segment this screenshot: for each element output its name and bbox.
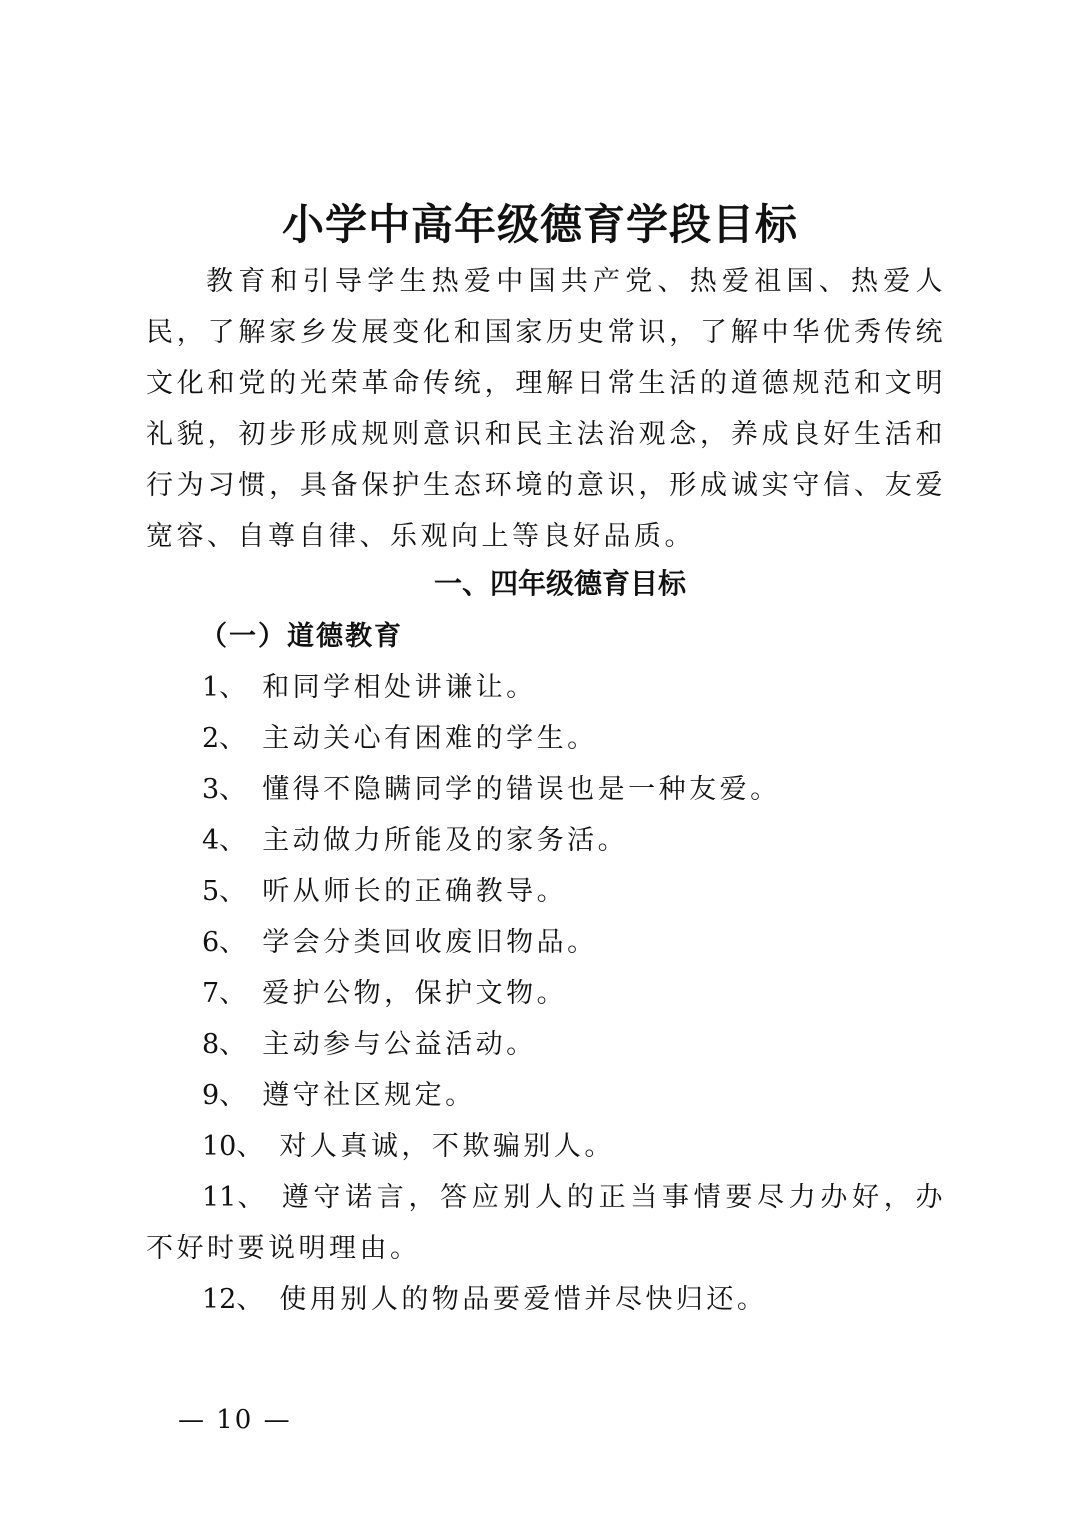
list-item xyxy=(146,866,946,917)
item-number: 7、 xyxy=(202,978,247,1009)
item-text: 主动关心有困难的学生。 xyxy=(262,723,598,754)
item-number: 1、 xyxy=(202,672,247,703)
item-number: 8、 xyxy=(202,1029,247,1060)
item-text: 主动做力所能及的家务活。 xyxy=(262,825,629,856)
item-number: 11、 xyxy=(202,1182,266,1213)
list-item xyxy=(146,1070,946,1121)
item-text: 遵守诺言，答应别人的正当事情要尽力办好，办不好时要说明理由。 xyxy=(146,1182,946,1264)
list-item xyxy=(146,968,946,1019)
item-text: 主动参与公益活动。 xyxy=(262,1029,537,1060)
subsection-heading: （一）道德教育 xyxy=(200,621,403,652)
document-title: 小学中高年级德育学段目标 xyxy=(281,200,798,249)
item-number: 10、 xyxy=(202,1131,264,1162)
item-text: 听从师长的正确教导。 xyxy=(262,876,568,907)
item-text: 爱护公物，保护文物。 xyxy=(262,978,568,1009)
item-text: 对人真诚，不欺骗别人。 xyxy=(279,1131,615,1162)
intro-paragraph: 教育和引导学生热爱中国共产党、热爱祖国、热爱人民，了解家乡发展变化和国家历史常识，了解中华优秀传统文化和党的光荣革命传统，理解日常生活的道德规范和文明礼貌，初步形成规则意识和民主法治观念，养成良好生活和行为习惯，具备保护生态环境的意识，形成诚实守信、友爱宽容、自尊自律、乐观向上等良好品质。 xyxy=(146,266,946,552)
item-number: 5、 xyxy=(202,876,247,907)
item-number: 2、 xyxy=(202,723,247,754)
page-number: — 10 — xyxy=(178,1405,292,1435)
item-text: 遵守社区规定。 xyxy=(262,1080,476,1111)
item-number: 6、 xyxy=(202,927,247,958)
list-item xyxy=(146,917,946,968)
list-item xyxy=(146,1121,946,1172)
item-number: 9、 xyxy=(202,1080,247,1111)
list-item xyxy=(146,1019,946,1070)
list-item xyxy=(146,1274,946,1325)
list-item xyxy=(146,815,946,866)
goal-list xyxy=(146,662,946,1325)
item-text: 学会分类回收废旧物品。 xyxy=(262,927,598,958)
item-number: 4、 xyxy=(202,825,247,856)
item-text: 和同学相处讲谦让。 xyxy=(262,672,537,703)
item-text: 使用别人的物品要爱惜并尽快归还。 xyxy=(279,1284,768,1315)
list-item xyxy=(146,662,946,713)
section-heading: 一、四年级德育目标 xyxy=(433,567,686,600)
list-item xyxy=(146,713,946,764)
item-text: 懂得不隐瞒同学的错误也是一种友爱。 xyxy=(262,774,781,805)
item-number: 12、 xyxy=(202,1284,264,1315)
list-item xyxy=(146,764,946,815)
item-number: 3、 xyxy=(202,774,247,805)
list-item xyxy=(146,1172,946,1274)
